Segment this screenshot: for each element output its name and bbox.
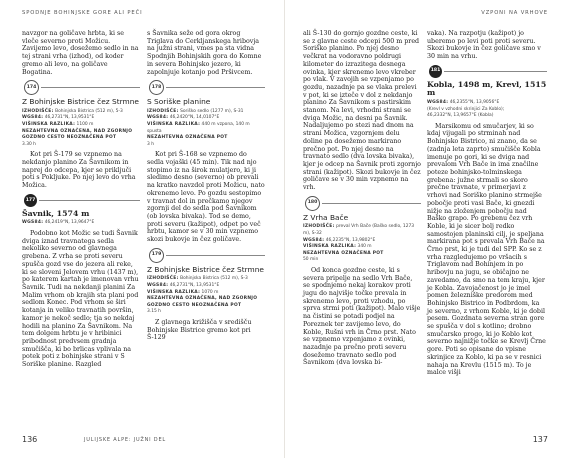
section-title: Kobla, 1498 m, Krevl, 1515 m xyxy=(427,79,547,98)
route-number-badge: 177 xyxy=(24,194,37,207)
route-number-badge: 178 xyxy=(149,80,164,95)
page-number-left: 136 xyxy=(22,435,38,444)
page-number-right: 137 xyxy=(532,435,548,444)
paragraph: s Šavnika sežе od gora okrog Triglava do Cerkljanskega hribovja na južni strani, vmes pa sta vidna Spodnjih Bohinjskih gora do Komne in severa Bohinjsko jezero, ki zapolnjuje kotanjo pod Pršivcem. xyxy=(147,30,262,76)
running-head-left: SPODNJE BOHINJSKE GORE ALI PEČI xyxy=(22,10,143,16)
paragraph: ali Š-130 do gornjo gozdne ceste, ki se z glavne ceste odcepi 500 m pred Soriško planino. Po njej desno večkrat na vodoravno poldrugi kilometer do izrazitega desnega ovinka, kjer skrenemo levo vkreber po vlak. V zavojih se vzpenjamo po gozdu, nazadnje pa se vlaka prelevi v pot, ki se izteče v dol z nekdanjo planino Za Šavnikom s pastirskim stanom. Na levi, vrhodni strani se dviga Možic, na desni pa Šavnik. Nadaljujemo po stezi nad dnom na strani Možica, vzgornjem delu doline pa dosežemo markirano prečno pot. Po njej desno na travnato sedlo (dva lovska bivaka), kjer je odcep na Šavnik proti zgornjo strani (kažipot). Skozi bukovje in čez goličave se v 30 min vzpnemo na vrh. xyxy=(303,30,421,192)
paragraph: Od konca gozdne ceste, ki s severa pripelje na sedlo Vrh Bače, se spodnjemo nekaj korakov proti jugu do najvišje točke prevala in skrenemo levo, proti vzhodu, po sprva strmi poti (kažipot). Malo višje na čistini se potadi podjel na Poreznek ter zavijemo levo, do Koble, Rušni vrh in Črno prst. Nato se vzpnemo vzpenjamo z ovinki, nazadnje pa prečno proti severu dosežemo travnato sedlo pod Šavnikom (dva lovska bi- xyxy=(303,266,421,367)
section-174 xyxy=(22,80,140,148)
left-column-1 xyxy=(22,30,140,369)
section-177 xyxy=(22,194,140,227)
paragraph: Marsikomu od smučarjev, ki so kdaj vijugali po strminah nad Bohinjsko Bistrico, ni znano, da se (zadnja leta zaprto) smučišče Kobla imenuje po gori, ki se dviga nad prevalom Vrh Bače in ima značilne poteze bohinjsko-tolminskega grebena: južne strmali so skoro prečne travnate, v primerjavi z vrhovi nad Soriško planino strmejše pobočje proti vasi Bače, ki gnezdi nižje na zloženjem pobočju nad Baško grapo. Po grebenu čez vrh Koble, ki je sicer bolj redko samostojen planinski cilj, je speljana markirana pot s prevala Vrh Bače na Črno prst, ki je tudi del SPP. Ko se z vrha razgledujemo po vršacih s Triglavom nad Bohinjem in po hribovju na jugu, se običajno ne zavedamo, da smo na tem kraju, kjer je Kobla. Zavojačenost jo je imel pomen železniške predorom med Bohinjsko Bistrico in Podbrdom, ka je severno, z vrhom Koble, ki je dobil pesem. Gozdnata severna stran gore se spušča v dol s kotlino; drobno smučarsko progo, ki jo Koblo kot severno najnižje točke se Krevlj Črne gore. Poti so opisane do vpisne skrinjice za Koblo, ki pa se v resnici nahaja na Krevlu (1515 m). To je malce višji xyxy=(427,122,546,377)
section-title: Z Vrha Bače xyxy=(303,212,349,222)
route-info: IZHODIŠČE: Bohinjska Bistrica (512 m), 5-3 WGS84: 46,2731°N, 13,9531°E VIŠINSKA RAZLIKA: 1100 m NEZAHTEVNA OZNAČENA, NAD ZGORNJO GOZDNO CESTO NEOZNAČENA POT 3.30 h xyxy=(22,108,133,147)
left-column-2 xyxy=(147,30,265,342)
route-info: WGS84: 46,2355°N, 13,9056°E (Krevl v vzhodni skrinjici Za Koblo); 46,2332°N, 13,9657°E (Kobla) xyxy=(427,100,505,119)
paragraph: vaka). Na razpotju (kažipot) jo uberemo po levi poti proti severu. Skozi bukovje in čez goličave smo v 30 min na vrhu. xyxy=(427,30,541,61)
section-178 xyxy=(147,80,265,148)
paragraph: Z glavnega križišča v središču Bohinjske Bistrice gremo kot pri Š-129 xyxy=(147,318,252,342)
section-title: Šavnik, 1574 m xyxy=(22,208,90,218)
paragraph: Kot pri Š-179 se vzpnemo na nekdanjo planino Za Šavnikom in naprej do odcepa, kjer se priključi poti s Pokljuke. Po njej levo do vrha Možica. xyxy=(22,151,136,190)
route-info: IZHODIŠČE: preval Vrh Bače (Baško sedlo, 1273 m), S-32 WGS84: 46,2235°N, 13,9802°E VIŠINSKA RAZLIKA: 340 m NEZAHTEVNA OZNAČENA POT 50 min xyxy=(303,224,415,263)
section-title: S Soriške planine xyxy=(147,97,211,107)
paragraph: Kot pri Š-168 se vzpnemo do sedla vojaški (45 min). Tik nad njo stopimo iz na širok mulatjero, ki ji sledimo desno (severno) ob prevali na kratko navzdol proti Možicu, nato okrenemo levo. Po gozdu sestopimo v travnat dol in prečkamo njegov zgornji del do sedla pod Šavnikom (ob lovska bivaka). Tod se demo, proti severu (kažipot), odpet po več hrbtu, kamor se v 30 min vzpnemo skozi bukovje in čez goličave. xyxy=(147,151,265,244)
route-number-badge: 180 xyxy=(305,196,320,211)
section-title: Z Bohinjske Bistrice čez Strmne xyxy=(147,264,264,274)
right-column-2 xyxy=(427,30,547,377)
route-info: WGS84: 46,2419°N, 13,9647°E xyxy=(22,220,95,226)
footer-title: JULIJSKE ALPE: JUŽNI DEL xyxy=(84,437,166,443)
section-180 xyxy=(303,196,421,264)
route-number-badge: 179 xyxy=(149,248,164,263)
section-179 xyxy=(147,248,265,316)
section-title: Z Bohinjske Bistrice čez Strmne xyxy=(22,97,139,107)
route-info: IZHODIŠČE: Bohinjska Bistrica (512 m), S-3 WGS84: 46,2731°N, 13,9531°E VIŠINSKA RAZLIKA: 1070 m NEZAHTEVNA OZNAČENA, NAD ZGORNJO GOZDNO CESTO NEOZNAČENA POT 3.15 h xyxy=(147,276,258,315)
right-column-1 xyxy=(303,30,421,367)
route-number-badge: 181 xyxy=(429,65,442,78)
paragraph: Podobno kot Možic se tudi Šavnik dviga iznad travnatega sedla nekoliko severno od glavnega grebena. Z vrha se proti severu spušča gozd vse do jezera ali reke, ki se sloveni Jelovem vrhu (1437 m), po katerem kartah je imenovan vrhu Šavnik. Tudi na nekdanji planini Za Malim vrhom ob krajih sta plani pod sedlom Konec. Pod vrhom se širi kotanja in veliko travnatih površin, kamor je nekoč sedlo; tja so nekdaj hodili na planino Za Šavnikom. Na tem dolgem hrbtu je v hribinici pribodnost predvsem gradnja smučišča, ki bo brlicas vplivala na potek poti z bohinjske strani v S Soriške planine. Razgled xyxy=(22,230,139,369)
route-info: IZHODIŠČE: Soriško sedlo (1277 m), S-31 WGS84: 46,2420°N, 14,0107°E VIŠINSKA RAZLIKA: 440 m vzpona, 140 m spusta NEZAHTEVNA OZNAČENA POT 3 h xyxy=(147,108,250,147)
running-head-right: VZPONI NA VRHOVE xyxy=(481,10,548,16)
route-number-badge: 174 xyxy=(24,80,39,95)
section-181 xyxy=(427,65,547,120)
paragraph: navzgor na goličave hrbta, ki se vleče severno proti Možicu. Zavijemo levo, dosežemo sedlo in na tej strani vrha (izhod), od koder gremo ali levo, na goličave Bogatina. xyxy=(22,30,139,76)
right-page xyxy=(285,0,570,458)
